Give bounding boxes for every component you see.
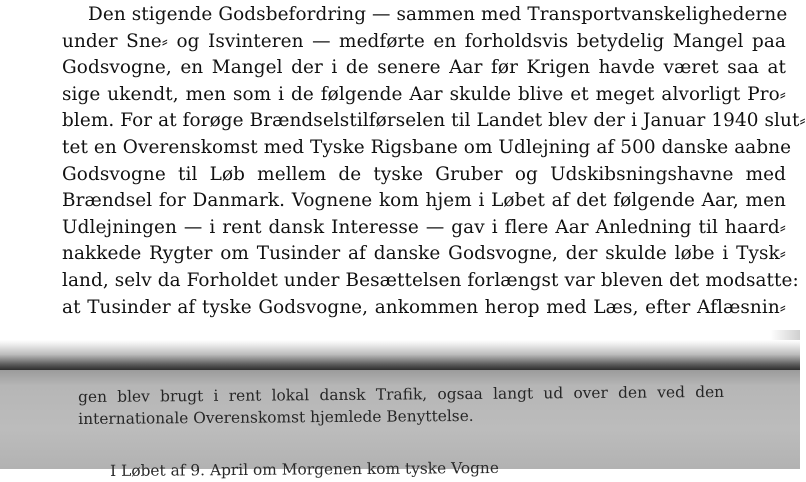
cropped-text-line: I Løbet af 9. April om Morgenen kom tyske Vogne xyxy=(110,458,499,480)
text-line: Den stigende Godsbefordring — sammen med Transportvanskelighederne xyxy=(88,4,788,25)
text-line: blem. For at forøge Brændselstilførselen til Landet blev der i Januar 1940 slut⸗ xyxy=(62,110,806,132)
text-line: Godsvogne, en Mangel der i de senere Aar før Krigen havde været saa at xyxy=(62,57,786,79)
text-line: Godsvogne til Løb mellem de tyske Gruber og Udskibsningshavne med xyxy=(62,163,786,185)
text-line: gen blev brugt i rent lokal dansk Trafik, ogsaa langt ud over den ved den xyxy=(78,382,725,406)
lower-paragraph xyxy=(78,381,724,430)
text-line: land, selv da Forholdet under Besættelsen forlængst var bleven det modsatte: xyxy=(62,269,799,291)
lower-page xyxy=(0,370,800,480)
text-line: internationale Overenskomst hjemlede Benyttelse. xyxy=(78,406,474,428)
text-line: sige ukendt, men som i de følgende Aar skulde blive et meget alvorligt Pro⸗ xyxy=(62,83,786,105)
text-line: nakkede Rygter om Tusinder af danske Godsvogne, der skulde løbe i Tysk⸗ xyxy=(62,243,786,265)
book-spine-gutter xyxy=(0,340,800,370)
upper-paragraph xyxy=(62,2,806,321)
text-line: Udlejningen — i rent dansk Interesse — gav i flere Aar Anledning til haard⸗ xyxy=(62,216,786,238)
text-line: under Sne⸗ og Isvinteren — medførte en forholdsvis betydelig Mangel paa xyxy=(62,30,786,52)
text-line: tet en Overenskomst med Tyske Rigsbane om Udlejning af 500 danske aabne xyxy=(62,136,792,158)
text-line: at Tusinder af tyske Godsvogne, ankommen herop med Læs, efter Aflæsnin⸗ xyxy=(62,296,786,318)
text-line: Brændsel for Danmark. Vognene kom hjem i Løbet af det følgende Aar, men xyxy=(62,190,786,212)
